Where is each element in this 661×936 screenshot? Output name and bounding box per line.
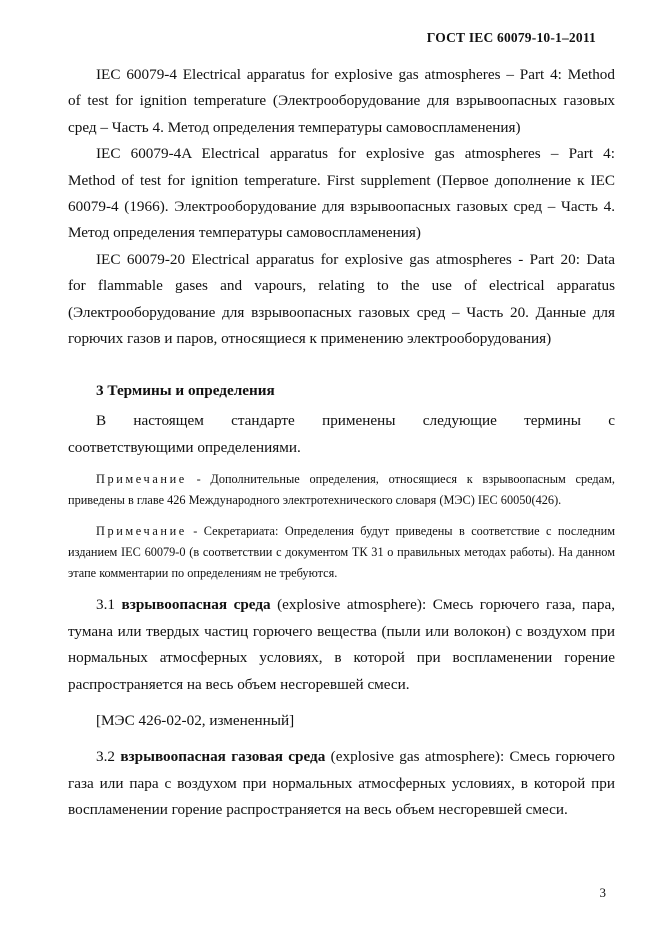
term-name: взрывоопасная газовая среда [120,748,326,766]
section-intro-line1: В настоящем стандарте применены следующие термины с [96,412,615,430]
section-intro-line2: соответствующими определениями. [68,438,301,456]
term-3-2 [68,744,615,823]
page-number: 3 [599,885,606,900]
term-number: 3.1 [96,596,122,614]
note-label: Примечание [96,472,187,487]
note-2 [68,521,615,584]
term-3-1 [68,592,615,698]
reference-3-line1: IEC 60079-20 Electrical apparatus for explosive gas atmospheres - Part 20: Data [96,250,615,268]
section-heading: 3 Термины и определения [96,382,275,400]
reference-2-line1: IEC 60079-4A Electrical apparatus for explosive gas atmospheres – Part 4: [96,145,615,163]
reference-2-rest: Method of test for ignition temperature. First supplement (Первое дополнение к IEC 60079-4 (1966). Электрооборудование для взрывоопасных газовых сред – Часть 4. Метод определения температуры самовоспламенения) [68,171,615,242]
term-name: взрывоопасная среда [121,596,271,614]
note-text: - Дополнительные определения, относящиеся к взрывоопасным средам, приведены в главе 426 Международного электротехнического словаря (МЭС) IEC 60050(426). [68,472,615,508]
term-definition: (explosive atmosphere): Смесь горючего газа, пара, тумана или твердых частиц горючего вещества (пыли или волокон) с воздухом при нормальных атмосферных условиях, в которой при воспламенении горение распространяется на весь объем несгоревшей смеси. [68,596,615,693]
term-number: 3.2 [96,748,121,766]
term-definition: (explosive gas atmosphere): Смесь горючего газа или пара с воздухом при нормальных атмосферных условиях, в которой при воспламенении горение распространяется на весь объем несгоревшей смеси. [68,748,616,819]
note-1 [68,469,615,511]
note-text: - Секретариата: Определения будут приведены в соответствие с последним изданием IEC 60079-0 (в соответствии с документом ТК 31 о правильных методах работы). На данном этапе комментарии по определениям не требуются. [68,524,615,581]
page-body [68,62,615,824]
term-3-1-source: [МЭС 426-02-02, измененный] [96,711,295,729]
reference-1-rest: of test for ignition temperature (Электрооборудование для взрывоопасных газовых сред – Часть 4. Метод определения температуры самовоспламенения) [68,92,615,136]
document-code-header: ГОСТ IEC 60079-10-1–2011 [426,30,596,45]
reference-1-line1: IEC 60079-4 Electrical apparatus for explosive gas atmospheres – Part 4: Method [96,66,615,83]
note-label: Примечание [96,524,187,539]
reference-3-rest: for flammable gases and vapours, relating to the use of electrical apparatus (Электрооборудование для взрывоопасных газовых сред – Часть 20. Данные для горючих газов и паров, относящиеся к применению электрооборудования) [68,277,615,348]
